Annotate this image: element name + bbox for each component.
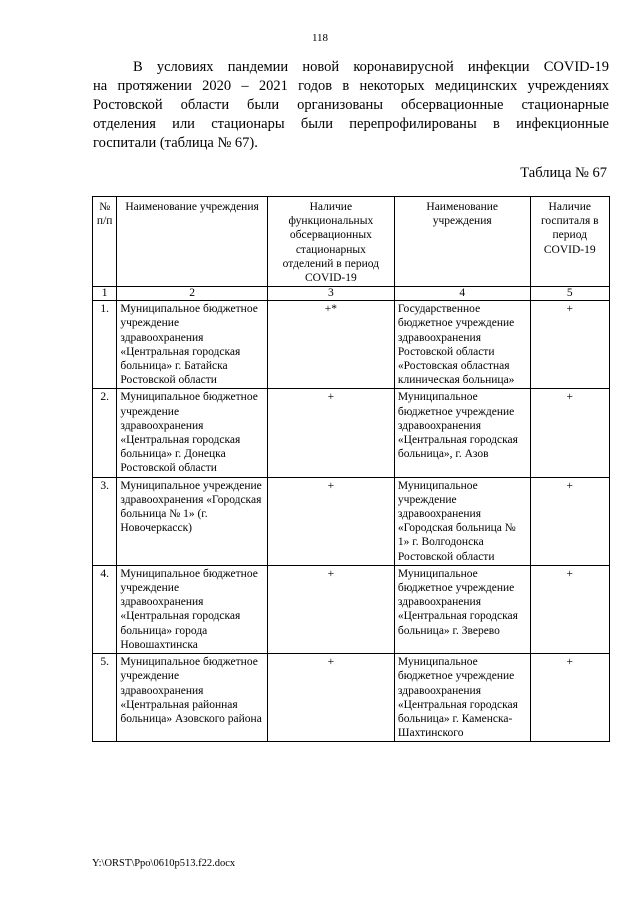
hospital-mark: + bbox=[530, 389, 609, 477]
column-index: 1 bbox=[93, 287, 117, 301]
file-path-footer: Y:\ORST\Ppo\0610p513.f22.docx bbox=[92, 858, 236, 869]
table-row bbox=[93, 301, 610, 389]
observation-mark: + bbox=[267, 654, 394, 742]
intro-line: Ростовской области были организованы обсервационные стационарные bbox=[93, 97, 609, 113]
hospital-mark: + bbox=[530, 565, 609, 653]
hospitals-table bbox=[92, 196, 610, 742]
table-caption: Таблица № 67 bbox=[520, 165, 607, 181]
observation-mark: + bbox=[267, 477, 394, 565]
institution-name: Муниципальное бюджетное учреждение здравоохранения «Центральная городская больница» г. Донецка Ростовской области bbox=[117, 389, 267, 477]
header-hospital: Наличие госпиталя в период COVID-19 bbox=[530, 197, 609, 287]
table-row bbox=[93, 565, 610, 653]
hospital-institution-name: Муниципальное бюджетное учреждение здравоохранения «Центральная городская больница» г. Зверево bbox=[394, 565, 530, 653]
header-institution: Наименование учреждения bbox=[117, 197, 267, 287]
row-number: 5. bbox=[93, 654, 117, 742]
header-hospital-institution: Наименование учреждения bbox=[394, 197, 530, 287]
column-index: 3 bbox=[267, 287, 394, 301]
column-index: 5 bbox=[530, 287, 609, 301]
column-index-row bbox=[93, 287, 610, 301]
row-number: 2. bbox=[93, 389, 117, 477]
institution-name: Муниципальное учреждение здравоохранения «Городская больница № 1» (г. Новочеркасск) bbox=[117, 477, 267, 565]
row-number: 3. bbox=[93, 477, 117, 565]
institution-name: Муниципальное бюджетное учреждение здравоохранения «Центральная городская больница» г. Батайска Ростовской области bbox=[117, 301, 267, 389]
observation-mark: + bbox=[267, 389, 394, 477]
table-row bbox=[93, 654, 610, 742]
institution-name: Муниципальное бюджетное учреждение здравоохранения «Центральная городская больница» города Новошахтинска bbox=[117, 565, 267, 653]
hospital-institution-name: Государственное бюджетное учреждение здравоохранения Ростовской области «Ростовская областная клиническая больница» bbox=[394, 301, 530, 389]
table-header-row bbox=[93, 197, 610, 287]
column-index: 4 bbox=[394, 287, 530, 301]
observation-mark: +* bbox=[267, 301, 394, 389]
hospital-mark: + bbox=[530, 301, 609, 389]
intro-line: госпитали (таблица № 67). bbox=[93, 135, 258, 151]
hospital-mark: + bbox=[530, 654, 609, 742]
table-row bbox=[93, 389, 610, 477]
header-observation: Наличие функциональных обсервационных стационарных отделений в период COVID-19 bbox=[267, 197, 394, 287]
intro-paragraph bbox=[93, 58, 609, 153]
institution-name: Муниципальное бюджетное учреждение здравоохранения «Центральная районная больница» Азовского района bbox=[117, 654, 267, 742]
row-number: 1. bbox=[93, 301, 117, 389]
page-number: 118 bbox=[311, 32, 329, 44]
intro-line: на протяжении 2020 – 2021 годов в некоторых медицинских учреждениях bbox=[93, 78, 609, 94]
intro-line: отделения или стационары были перепрофилированы в инфекционные bbox=[93, 116, 609, 132]
header-number: № п/п bbox=[93, 197, 117, 287]
hospital-institution-name: Муниципальное учреждение здравоохранения «Городская больница № 1» г. Волгодонска Ростовской области bbox=[394, 477, 530, 565]
table-row bbox=[93, 477, 610, 565]
hospital-institution-name: Муниципальное бюджетное учреждение здравоохранения «Центральная городская больница» г. Каменска-Шахтинского bbox=[394, 654, 530, 742]
column-index: 2 bbox=[117, 287, 267, 301]
hospital-mark: + bbox=[530, 477, 609, 565]
observation-mark: + bbox=[267, 565, 394, 653]
row-number: 4. bbox=[93, 565, 117, 653]
hospital-institution-name: Муниципальное бюджетное учреждение здравоохранения «Центральная городская больница», г. Азов bbox=[394, 389, 530, 477]
intro-line: В условиях пандемии новой коронавирусной инфекции COVID-19 bbox=[133, 59, 609, 75]
